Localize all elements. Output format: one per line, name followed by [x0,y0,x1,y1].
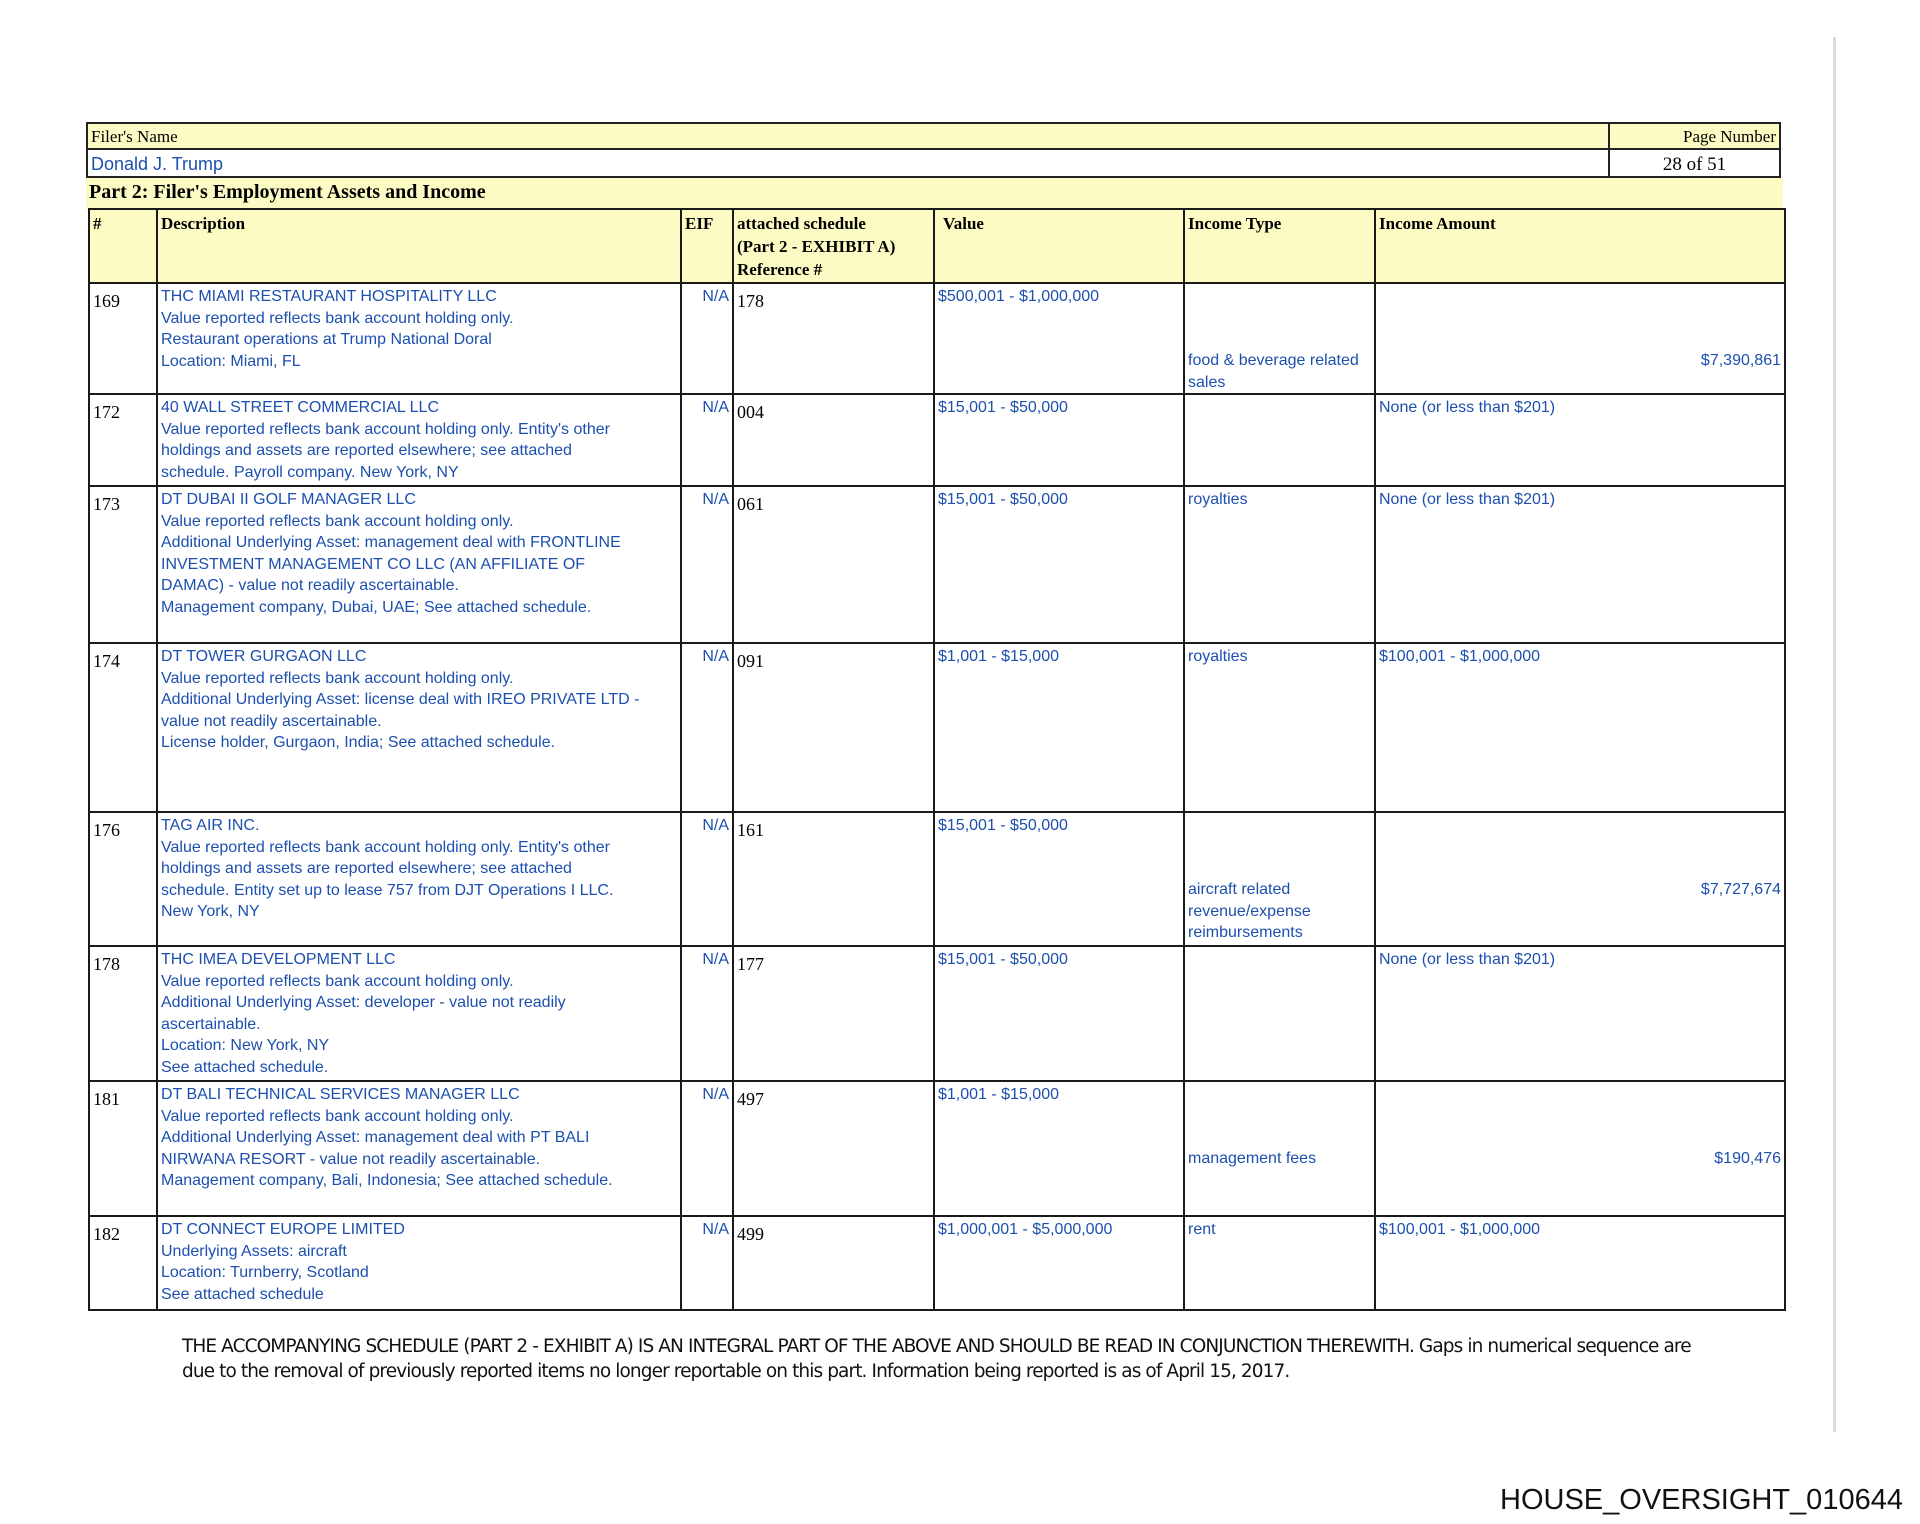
description-line: Management company, Bali, Indonesia; See attached schedule. [161,1172,613,1189]
row-eif [682,644,734,811]
description-line: Additional Underlying Asset: management deal with FRONTLINE [161,534,621,551]
eif-value: N/A [702,817,729,834]
eif-value: N/A [702,648,729,665]
row-number: 182 [90,1217,158,1309]
row-description [158,1082,682,1215]
row-value [935,813,1185,945]
income-amount: $190,476 [1714,1150,1781,1167]
income-type-line: food & beverage related [1188,352,1359,369]
description-line: DT CONNECT EUROPE LIMITED [161,1221,405,1238]
description-line: Additional Underlying Asset: management deal with PT BALI [161,1129,590,1146]
row-income-type [1185,284,1376,393]
row-description [158,947,682,1080]
row-description [158,487,682,642]
description-line: NIRWANA RESORT - value not readily ascertainable. [161,1150,541,1168]
table-row [90,395,1784,487]
column-header-value: Value [935,210,1185,282]
value-range: $15,001 - $50,000 [938,951,1068,968]
description-line: Restaurant operations at Trump National Doral [161,331,492,348]
eif-value: N/A [702,491,729,508]
eif-value: N/A [702,1221,729,1238]
table-header-row [90,210,1784,284]
row-income-type [1185,487,1376,642]
row-income-amount [1376,644,1784,811]
description-line: schedule. Entity set up to lease 757 from DJT Operations I LLC. [161,881,614,899]
row-number: 173 [90,487,158,642]
description-line: Location: Turnberry, Scotland [161,1264,369,1281]
income-type-line: reimbursements [1188,924,1303,941]
income-type-line: sales [1188,373,1226,391]
description-line: Value reported reflects bank account holding only. [161,1107,514,1125]
row-eif [682,395,734,485]
row-value [935,1082,1185,1215]
row-number: 172 [90,395,158,485]
table-row [90,813,1784,947]
description-line: INVESTMENT MANAGEMENT CO LLC (AN AFFILIATE OF [161,555,586,573]
description-line: Additional Underlying Asset: license deal with IREO PRIVATE LTD - [161,691,640,708]
eif-value: N/A [702,951,729,968]
income-type-line: revenue/expense [1188,902,1311,920]
value-range: $15,001 - $50,000 [938,399,1068,416]
row-eif [682,487,734,642]
row-number: 181 [90,1082,158,1215]
column-header-eif: EIF [682,210,734,282]
description-line: DT BALI TECHNICAL SERVICES MANAGER LLC [161,1086,520,1103]
row-description [158,644,682,811]
description-line: Location: New York, NY [161,1037,330,1054]
income-type-line: aircraft related [1188,881,1291,898]
table-row [90,644,1784,813]
value-range: $1,000,001 - $5,000,000 [938,1221,1113,1238]
row-value [935,284,1185,393]
income-amount: $100,001 - $1,000,000 [1379,1221,1541,1238]
row-eif [682,1082,734,1215]
income-amount: None (or less than $201) [1379,399,1556,416]
table-row [90,1217,1784,1309]
table-row [90,487,1784,644]
row-reference: 004 [734,395,935,485]
income-amount: $100,001 - $1,000,000 [1379,648,1541,665]
assets-table [88,208,1786,1311]
value-range: $15,001 - $50,000 [938,491,1068,508]
row-description [158,1217,682,1309]
description-line: Value reported reflects bank account holding only. [161,309,514,327]
value-range: $15,001 - $50,000 [938,817,1068,834]
row-reference: 497 [734,1082,935,1215]
row-income-amount [1376,947,1784,1080]
description-line: Additional Underlying Asset: developer - value not readily [161,994,566,1011]
description-line: Value reported reflects bank account holding only. [161,972,514,990]
description-line: Value reported reflects bank account holding only. Entity's other [161,420,610,438]
bates-number: HOUSE_OVERSIGHT_010644 [1500,1484,1903,1516]
row-value [935,947,1185,1080]
row-reference: 177 [734,947,935,1080]
row-income-type [1185,395,1376,485]
row-reference: 091 [734,644,935,811]
row-eif [682,813,734,945]
description-line: DT DUBAI II GOLF MANAGER LLC [161,491,416,508]
row-description [158,284,682,393]
row-income-amount [1376,1217,1784,1309]
column-header-number: # [90,210,158,282]
row-value [935,487,1185,642]
row-value [935,644,1185,811]
eif-value: N/A [702,399,729,416]
description-line: holdings and assets are reported elsewhere; see attached [161,442,572,459]
description-line: Underlying Assets: aircraft [161,1242,347,1260]
row-income-type [1185,813,1376,945]
page-number-label: Page Number [1608,122,1781,150]
row-eif [682,1217,734,1309]
description-line: THC MIAMI RESTAURANT HOSPITALITY LLC [161,288,497,305]
row-eif [682,284,734,393]
income-amount: $7,390,861 [1700,352,1781,369]
income-type-line: royalties [1188,491,1248,508]
value-range: $500,001 - $1,000,000 [938,288,1100,305]
income-amount: None (or less than $201) [1379,951,1556,968]
value-range: $1,001 - $15,000 [938,1086,1059,1103]
description-line: holdings and assets are reported elsewhere; see attached [161,860,572,877]
description-line: See attached schedule [161,1285,324,1303]
income-type-line: royalties [1188,648,1248,665]
row-income-type [1185,644,1376,811]
row-reference: 161 [734,813,935,945]
table-row [90,1082,1784,1217]
row-income-amount [1376,395,1784,485]
page-number-value: 28 of 51 [1608,148,1781,178]
row-income-amount [1376,284,1784,393]
description-line: DT TOWER GURGAON LLC [161,648,367,665]
description-line: value not readily ascertainable. [161,712,382,730]
description-line: Value reported reflects bank account holding only. [161,669,514,687]
description-line: License holder, Gurgaon, India; See attached schedule. [161,734,556,751]
income-type-line: rent [1188,1221,1216,1238]
row-income-amount [1376,1082,1784,1215]
row-number: 169 [90,284,158,393]
row-number: 178 [90,947,158,1080]
column-header-income-amount: Income Amount [1379,214,1496,233]
eif-value: N/A [702,1086,729,1103]
row-reference: 178 [734,284,935,393]
row-number: 176 [90,813,158,945]
row-description [158,813,682,945]
column-header-income-type: Income Type [1185,210,1376,282]
table-row [90,947,1784,1082]
eif-value: N/A [702,288,729,305]
income-type-line: management fees [1188,1150,1317,1167]
column-header-description: Description [158,210,682,282]
income-amount: $7,727,674 [1700,881,1781,898]
row-income-type [1185,1217,1376,1309]
description-line: 40 WALL STREET COMMERCIAL LLC [161,399,439,416]
row-income-amount [1376,487,1784,642]
footnote: THE ACCOMPANYING SCHEDULE (PART 2 - EXHIBIT A) IS AN INTEGRAL PART OF THE ABOVE AND SHOULD BE READ IN CONJUNCTION THEREWITH. Gaps in numerical sequence are due to the removal of previously reported items no longer reportable on this part. Information being reported is as of April 15, 2017. [182,1336,1691,1382]
row-value [935,395,1185,485]
income-amount: None (or less than $201) [1379,491,1556,508]
description-line: Location: Miami, FL [161,352,301,370]
row-reference: 061 [734,487,935,642]
description-line: Management company, Dubai, UAE; See attached schedule. [161,598,592,616]
row-value [935,1217,1185,1309]
description-line: New York, NY [161,903,260,920]
value-range: $1,001 - $15,000 [938,648,1059,665]
row-income-type [1185,947,1376,1080]
description-line: TAG AIR INC. [161,817,260,834]
row-eif [682,947,734,1080]
description-line: Value reported reflects bank account holding only. [161,512,514,530]
filer-name-value: Donald J. Trump [86,148,1610,178]
part-title: Part 2: Filer's Employment Assets and Income [86,178,1783,210]
row-reference: 499 [734,1217,935,1309]
row-income-amount [1376,813,1784,945]
column-header-reference: attached schedule (Part 2 - EXHIBIT A) Reference # [734,210,935,282]
filer-name-label: Filer's Name [86,122,1610,150]
description-line: See attached schedule. [161,1058,329,1076]
table-row [90,284,1784,395]
row-number: 174 [90,644,158,811]
row-description [158,395,682,485]
description-line: ascertainable. [161,1015,261,1033]
description-line: Value reported reflects bank account holding only. Entity's other [161,838,610,856]
row-income-type [1185,1082,1376,1215]
description-line: DAMAC) - value not readily ascertainable. [161,577,459,594]
description-line: THC IMEA DEVELOPMENT LLC [161,951,396,968]
description-line: schedule. Payroll company. New York, NY [161,463,459,481]
scan-edge-line [1833,37,1836,1432]
